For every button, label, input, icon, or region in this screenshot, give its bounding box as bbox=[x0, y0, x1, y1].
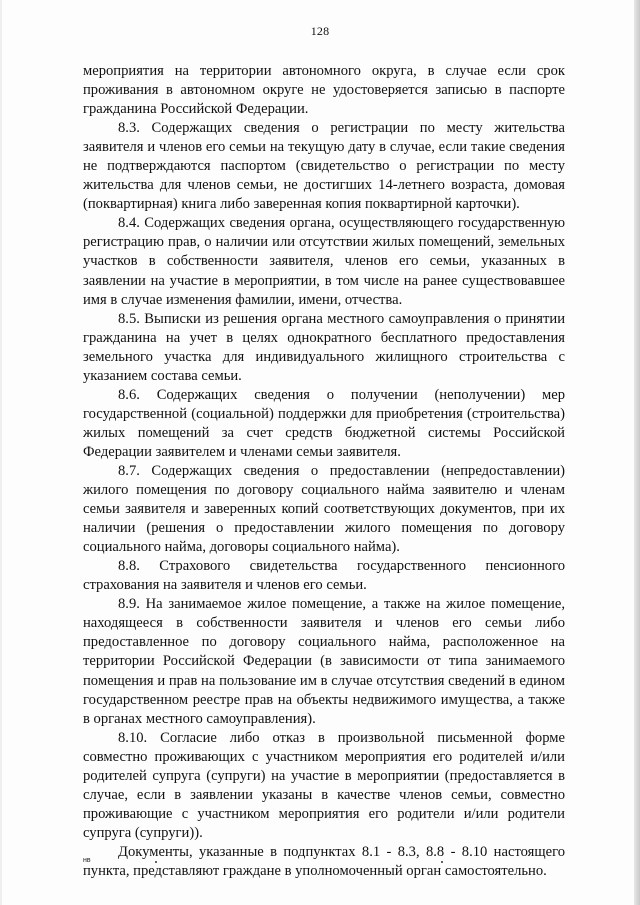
paragraph-8-4: 8.4. Содержащих сведения органа, осуществляющего государственную регистрацию прав, о наличии или отсутствии жилых помещений, земельных участков в собственности заявителя, членов его семьи, указанных в заявлении на участие в мероприятии, в том числе на ранее существовавшее имя в случае изменения фамилии, имени, отчества. bbox=[83, 215, 565, 308]
scan-speck bbox=[441, 861, 443, 863]
paragraph-8-6: 8.6. Содержащих сведения о получении (неполучении) мер государственной (социальной) поддержки для приобретения (строительства) жилых помещений за счет средств бюджетной системы Российской Федерации заявителем и членами семьи заявителя. bbox=[83, 386, 565, 460]
scan-edge-left bbox=[0, 0, 2, 905]
document-body bbox=[83, 62, 565, 881]
page-number: 128 bbox=[310, 24, 330, 38]
paragraph-8-3: 8.3. Содержащих сведения о регистрации по месту жительства заявителя и членов его семьи на текущую дату в случае, если такие сведения не подтверждаются паспортом (свидетельство о регистрации по месту жительства для членов семьи, не достигших 14-летнего возраста, домовая (поквартирная) книга либо заверенная копия поквартирной карточки). bbox=[83, 120, 565, 213]
paragraph-8-7: 8.7. Содержащих сведения о предоставлении (непредоставлении) жилого помещения по договору социального найма заявителю и членам семьи заявителя и заверенных копий соответствующих документов, при их наличии (решения о предоставлении жилого помещения по договору социального найма, договоры социального найма). bbox=[83, 462, 565, 556]
scan-speck bbox=[155, 861, 157, 863]
paragraph-8-10: 8.10. Согласие либо отказ в произвольной письменной форме совместно проживающих с участником мероприятия его родителей и/или родителей супруга (супруги) на участие в мероприятии (предоставляется в случае, если в заявлении указаны в качестве членов семьи, совместно проживающие с участником мероприятия его родители и/или родители супруга (супруги)). bbox=[83, 729, 565, 841]
paragraph-8-9: 8.9. На занимаемое жилое помещение, а также на жилое помещение, находящееся в собственности заявителя и членов его семьи либо предоставленное по договору социального найма, расположенное на территории Российской Федерации (в зависимости от типа занимаемого помещения и прав на пользование им в случае отсутствия сведений в едином государственном реестре прав на объекты недвижимого имущества, а также в органах местного самоуправления). bbox=[83, 596, 565, 727]
paragraph-closing: Документы, указанные в подпунктах 8.1 - 8.3, 8.8 - 8.10 настоящего пункта, представляют граждане в уполномоченный орган самостоятельно. bbox=[83, 843, 565, 879]
paragraph-continuation: мероприятия на территории автономного округа, в случае если срок проживания в автономном округе не удостоверяется записью в паспорте гражданина Российской Федерации. bbox=[83, 63, 565, 118]
paragraph-8-5: 8.5. Выписки из решения органа местного самоуправления о принятии гражданина на учет в целях однократного бесплатного предоставления земельного участка для индивидуального жилищного строительства с указанием состава семьи. bbox=[83, 310, 565, 384]
paragraph-8-8: 8.8. Страхового свидетельства государственного пенсионного страхования на заявителя и членов его семьи. bbox=[83, 558, 565, 594]
scan-edge-right bbox=[634, 0, 640, 905]
footer-initials: нв bbox=[83, 857, 91, 864]
